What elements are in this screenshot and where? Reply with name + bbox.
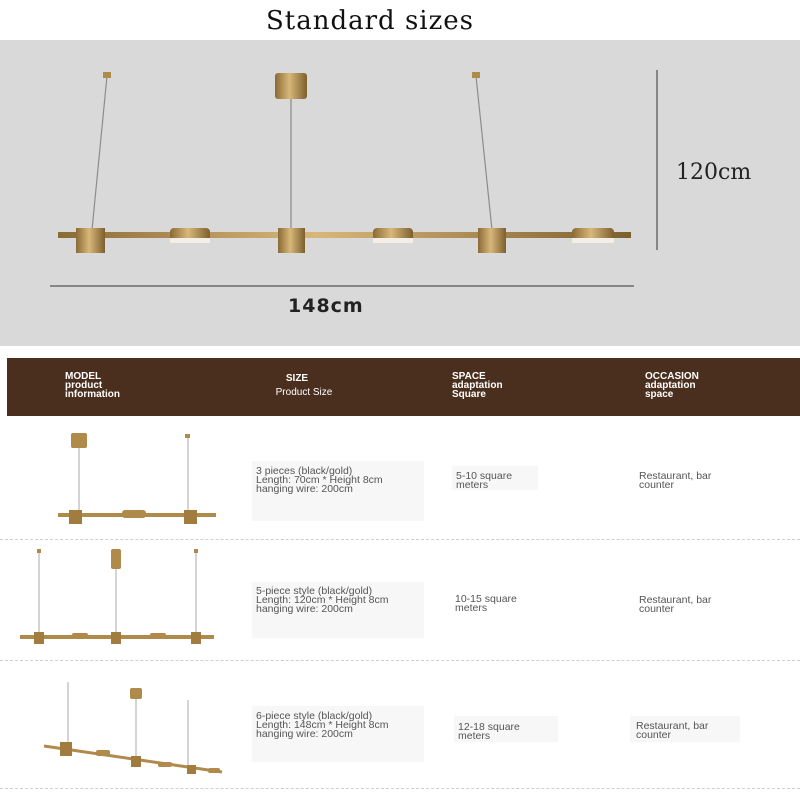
height-dimension-label: 120cm	[676, 160, 752, 185]
product-image-3-piece	[40, 428, 230, 528]
size-cell: 5-piece style (black/gold) Length: 120cm * Height 8cm hanging wire: 200cm	[256, 585, 389, 615]
product-image-6-piece	[40, 678, 230, 778]
page-title: Standard sizes	[265, 6, 475, 36]
pendant-lamp-illustration	[0, 40, 800, 346]
occasion-cell: Restaurant, bar counter	[639, 594, 712, 615]
occasion-cell: Restaurant, bar counter	[639, 470, 712, 491]
product-image-5-piece	[14, 545, 224, 650]
table-header	[7, 358, 800, 416]
size-cell: 3 pieces (black/gold) Length: 70cm * Height 8cm hanging wire: 200cm	[256, 465, 383, 495]
space-cell: 5-10 square meters	[456, 470, 513, 491]
header-space: SPACE adaptation Square	[452, 371, 503, 400]
header-size: SIZE Product Size	[275, 373, 333, 398]
space-cell: 10-15 square meters	[455, 593, 517, 614]
space-cell: 12-18 square meters	[458, 721, 520, 742]
hero-image	[0, 40, 800, 346]
header-occasion: OCCASION adaptation space	[645, 371, 699, 400]
size-cell: 6-piece style (black/gold) Length: 148cm * Height 8cm hanging wire: 200cm	[256, 710, 389, 740]
occasion-cell: Restaurant, bar counter	[636, 720, 709, 741]
header-model: MODEL product information	[65, 371, 120, 400]
width-dimension-label: 148cm	[288, 295, 364, 317]
